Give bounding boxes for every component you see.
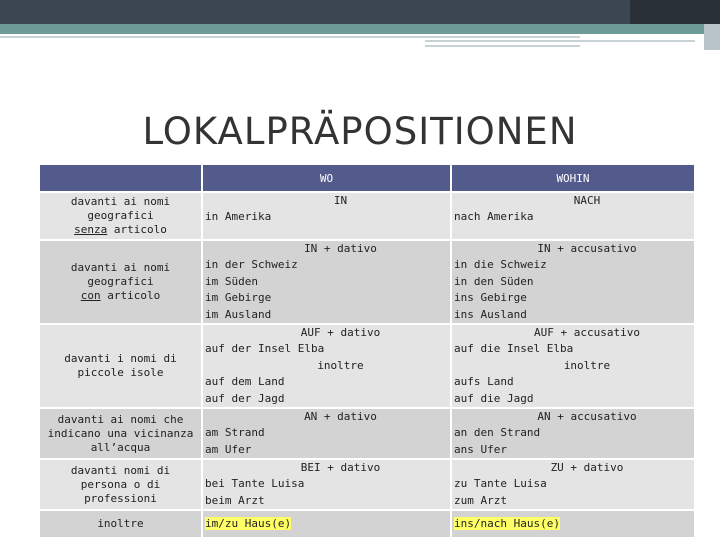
example-line: am Strand	[205, 426, 265, 439]
example-line: auf dem Land	[205, 375, 285, 388]
page-title: LOKALPRÄPOSITIONEN	[142, 110, 578, 153]
table-row	[39, 408, 695, 459]
example-line: auf die Jagd	[454, 391, 534, 405]
wo-cell: AUF + dativo auf der Insel Elba inoltre auf dem Land auf der Jagd	[202, 324, 451, 408]
example-line: ins/nach Haus(e)	[454, 516, 560, 530]
decor-line	[425, 40, 695, 42]
decor-bar	[704, 24, 720, 50]
example-line: zum Arzt	[454, 493, 507, 507]
wohin-cell: NACH nach Amerika	[451, 192, 695, 240]
example-line: auf die Insel Elba	[454, 342, 574, 355]
table-row	[39, 510, 695, 538]
example-line: im/zu Haus(e)	[205, 516, 292, 530]
example-line: nach Amerika	[454, 210, 534, 223]
wohin-cell	[451, 510, 695, 538]
example-line: im Süden	[205, 274, 258, 288]
example-line: im Ausland	[205, 307, 272, 321]
example-line: an den Strand	[454, 426, 541, 439]
wohin-cell: AN + accusativo an den Strand ans Ufer	[451, 408, 695, 459]
row-label: davanti ai nomi geografici con articolo	[39, 240, 202, 324]
example-line: auf der Insel Elba	[205, 342, 325, 355]
row-label: davanti nomi di persona o di professioni	[39, 459, 202, 510]
row-label: davanti ai nomi geografici senza articolo	[39, 192, 202, 240]
wo-cell	[202, 510, 451, 538]
example-line: ins Gebirge	[454, 291, 527, 304]
table-row	[39, 324, 695, 408]
teal-stripe	[0, 24, 720, 34]
example-line: ans Ufer	[454, 442, 507, 456]
wo-cell: IN in Amerika	[202, 192, 451, 240]
decor-line	[0, 36, 580, 38]
example-line: in der Schweiz	[205, 258, 298, 271]
header-wo: WO	[202, 164, 451, 192]
example-line: zu Tante Luisa	[454, 477, 547, 490]
table-row	[39, 192, 695, 240]
top-bar-accent	[630, 0, 720, 24]
wo-cell: IN + dativo in der Schweiz im Süden im Gebirge im Ausland	[202, 240, 451, 324]
wo-cell: AN + dativo am Strand am Ufer	[202, 408, 451, 459]
row-label: davanti i nomi di piccole isole	[39, 324, 202, 408]
decor-line	[425, 45, 580, 47]
wo-cell: BEI + dativo bei Tante Luisa beim Arzt	[202, 459, 451, 510]
top-bar	[0, 0, 720, 24]
header-wohin: WOHIN	[451, 164, 695, 192]
example-line: in Amerika	[205, 210, 272, 223]
wohin-cell: IN + accusativo in die Schweiz in den Süden ins Gebirge ins Ausland	[451, 240, 695, 324]
example-line: ins Ausland	[454, 307, 527, 321]
table-row	[39, 240, 695, 324]
prepositions-table	[38, 163, 696, 539]
wohin-cell: ZU + dativo zu Tante Luisa zum Arzt	[451, 459, 695, 510]
wohin-cell: AUF + accusativo auf die Insel Elba inoltre aufs Land auf die Jagd	[451, 324, 695, 408]
example-line: auf der Jagd	[205, 391, 285, 405]
example-line: im Gebirge	[205, 291, 272, 304]
table-header-row	[39, 164, 695, 192]
example-line: in die Schweiz	[454, 258, 547, 271]
example-line: in den Süden	[454, 274, 534, 288]
example-line: bei Tante Luisa	[205, 477, 305, 490]
header-empty	[39, 164, 202, 192]
example-line: beim Arzt	[205, 493, 265, 507]
example-line: am Ufer	[205, 442, 252, 456]
table-row	[39, 459, 695, 510]
example-line: aufs Land	[454, 375, 514, 388]
row-label: davanti ai nomi che indicano una vicinanza all’acqua	[39, 408, 202, 459]
row-label: inoltre	[39, 510, 202, 538]
